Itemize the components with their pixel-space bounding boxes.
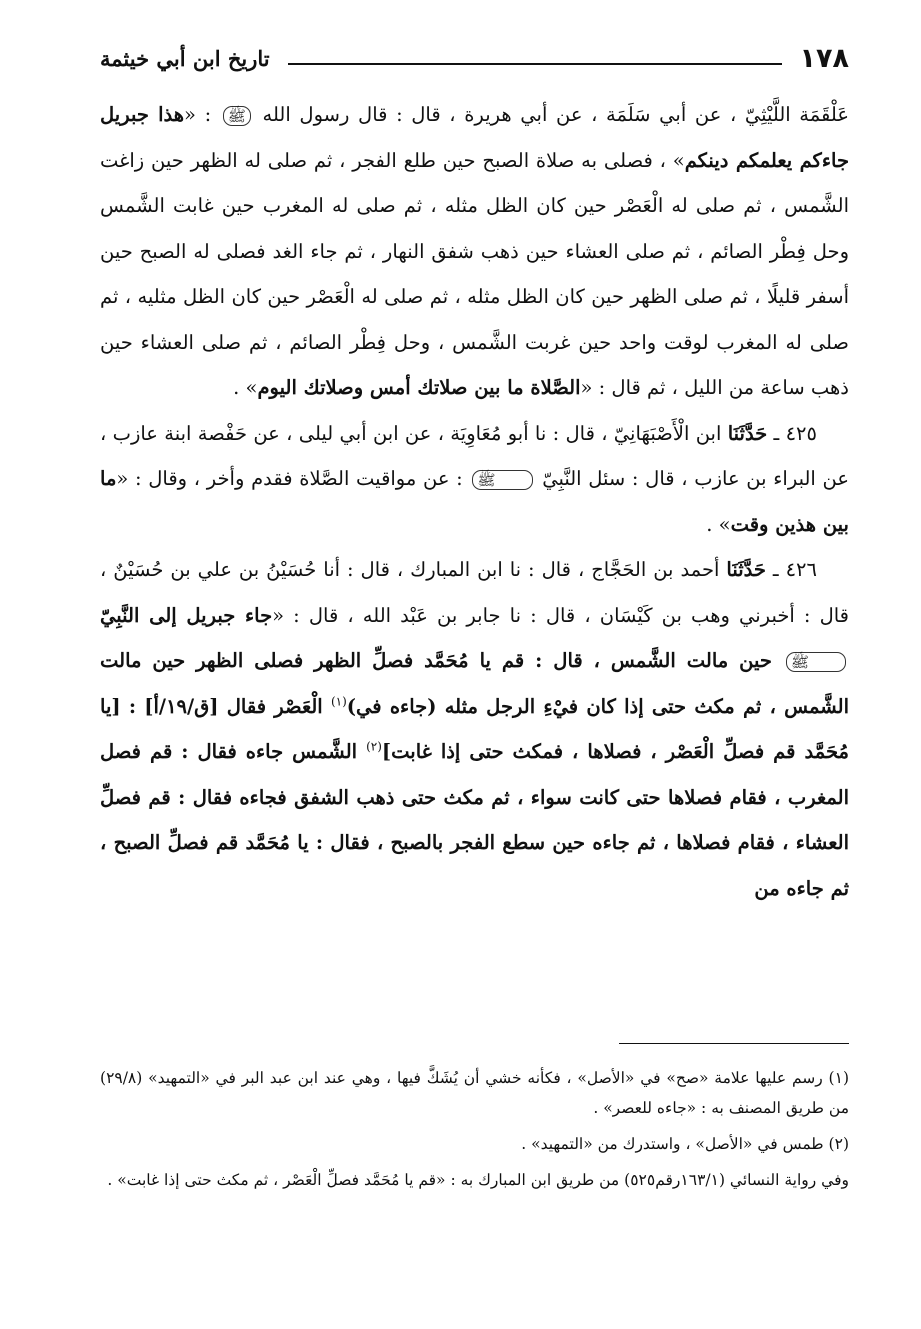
narration-lead: حَدَّثَنَا — [726, 558, 766, 581]
p2-text-a: ابن الْأَصْبَهَانِيّ ، قال : نا أبو مُعَاوِيَة ، عن ابن أبي ليلى ، عن حَفْصة ابنة عازب ، عن البراء بن عازب ، قال : سئل النَّبِيّ — [100, 421, 849, 490]
page-header — [100, 38, 849, 78]
hadith-quote: جاء جبريل إلى النَّبِيّ — [100, 603, 273, 627]
hadith-number: ٤٢٦ ـ — [772, 558, 817, 581]
p1-text-b: : « — [184, 103, 220, 126]
salutation-symbol: ﷺ — [786, 652, 846, 672]
narration-lead: حَدَّثَنَا — [727, 421, 768, 445]
main-text — [100, 92, 849, 911]
p1-text-d: » . — [233, 376, 258, 399]
running-title: تاريخ ابن أبي خيثمة — [100, 45, 270, 71]
hadith-number: ٤٢٥ ـ — [773, 421, 817, 445]
footnote-separator — [619, 1043, 849, 1044]
header-rule — [288, 63, 782, 65]
hadith-quote: ما بين هذين وقت — [100, 467, 849, 536]
footnote-ref-2[interactable]: (٢) — [366, 739, 382, 754]
hadith-quote: حين مالت الشَّمس ، قال : قم يا مُحَمَّد فصلِّ الظهر فصلى الظهر حين مالت الشَّمس ، ثم مكث حتى إذا كان فيْءِ الرجل مثله (جاءه في) — [100, 649, 850, 718]
p3-text-a: أحمد بن الحَجَّاج ، قال : نا ابن المبارك ، قال : أنا حُسَيْنُ بن علي بن حُسَيْنٌ ، قال : أخبرني وهب بن كَيْسَان ، قال : نا جابر بن عَبْد الله ، قال : « — [100, 558, 850, 627]
p2-text-c: » . — [706, 512, 731, 536]
p1-text-a: عَلْقَمَة اللَّيْثِيّ ، عن أبي سَلَمَة ، عن أبي هريرة ، قال : قال رسول الله — [253, 103, 849, 126]
salutation-symbol: ﷺ — [223, 106, 251, 126]
hadith-quote: الشَّمس جاءه فقال : قم فصل المغرب ، فقام فصلاها حتى كانت سواء ، ثم مكث حتى ذهب الشفق فجاءه فقال : قم فصلِّ العشاء ، فقام فصلاها ، ثم جاءه حين سطع الفجر بالصبح ، فقال : يا مُحَمَّد قم فصلِّ الصبح ، ثم جاءه من — [100, 740, 849, 900]
page-number: ١٧٨ — [799, 42, 849, 74]
paragraph-426 — [100, 547, 849, 911]
p2-text-b: : عن مواقيت الصَّلاة فقدم وأخر ، وقال : « — [116, 467, 470, 490]
paragraph-425 — [100, 411, 849, 548]
footnote-ref-1[interactable]: (١) — [330, 694, 347, 708]
footnote-1: (١) رسم عليها علامة «صح» في «الأصل» ، فكأنه خشي أن يُشَكَّ فيها ، وهي عند ابن عبد البر في «التمهيد» (٢٩/٨) من طريق المصنف به : «جاءه للعصر» . — [100, 1069, 849, 1117]
hadith-quote: الصَّلاة ما بين صلاتك أمس وصلاتك اليوم — [257, 376, 581, 399]
p1-text-c: » ، فصلى به صلاة الصبح حين طلع الفجر ، ثم صلى له الظهر حين زاغت الشَّمس ، ثم صلى له الْعَصْر حين كان الظل مثله ، ثم صلى له المغرب حين غابت الشَّمس وحل فِطْر الصائم ، ثم صلى العشاء حين ذهب شفق النهار ، ثم جاء الغد فصلى له الصبح حين أسفر قليلًا ، ثم صلى الظهر حين كان الظل مثله ، ثم صلى له الْعَصْر حين كان الظل مثليه ، ثم صلى له المغرب لوقت واحد حين غربت الشَّمس ، وحل فِطْر الصائم ، ثم صلى العشاء حين ذهب ساعة من الليل ، ثم قال : « — [100, 148, 849, 399]
footnotes — [100, 1063, 849, 1201]
footnote-2: (٢) طمس في «الأصل» ، واستدرك من «التمهيد» . — [521, 1135, 849, 1153]
footnote-2-continuation: وفي رواية النسائي (١٦٣/١رقم٥٢٥) من طريق ابن المبارك به : «قم يا مُحَمَّد فصلِّ الْعَصْر ، ثم مكث حتى إذا غابت» . — [107, 1171, 849, 1189]
hadith-quote: هذا جبريل جاءكم يعلمكم دينكم — [100, 103, 849, 172]
hadith-quote: الْعَصْر فقال [ق/١٩/أ] : [يا مُحَمَّد قم فصلِّ الْعَصْر ، فصلاها ، فمكث حتى إذا غابت] — [100, 694, 849, 763]
salutation-symbol: ﷺ — [472, 470, 532, 490]
paragraph-1 — [100, 92, 849, 411]
